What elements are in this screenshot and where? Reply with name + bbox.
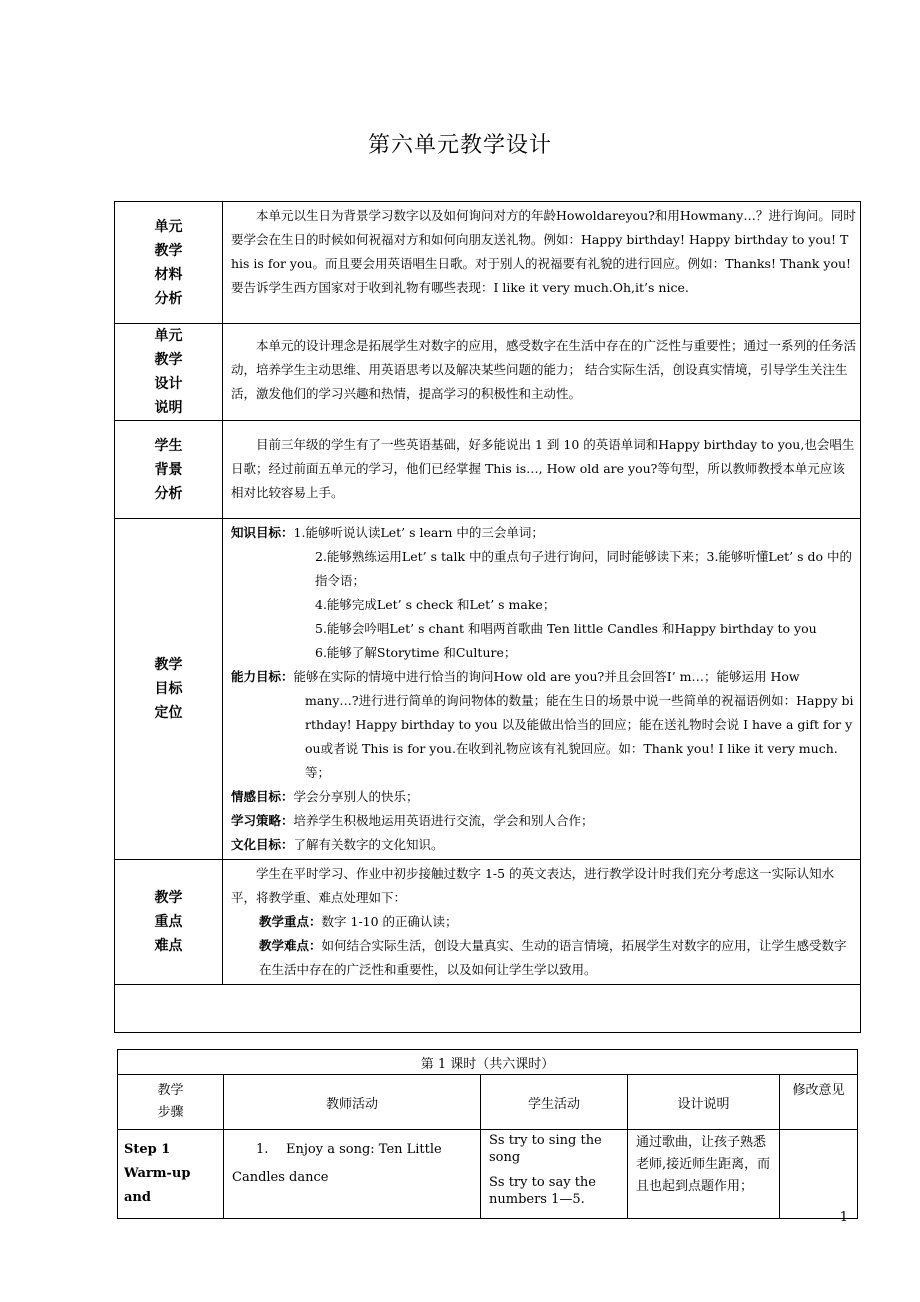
step-name: Step 1 Warm-up and xyxy=(118,1130,224,1219)
section-label-material: 单元 教学 材料 分析 xyxy=(115,202,223,324)
knowledge-goal: 知识目标：1.能够听说认读Let’ s learn 中的三会单词； xyxy=(231,525,544,540)
knowledge-goal-2: 2.能够熟练运用Let’ s talk 中的重点句子进行询问，同时能够读下来；3.能够听懂Let’ s do 中的指令语； xyxy=(315,549,852,588)
section-content-background xyxy=(223,421,861,519)
teacher-activity: 1. Enjoy a song: Ten Little Candles dance xyxy=(224,1130,481,1219)
section-content-design xyxy=(223,324,861,421)
section-row-empty xyxy=(115,985,861,1033)
student-activity: Ss try to sing the song Ss try to say the numbers 1—5. xyxy=(481,1130,628,1219)
knowledge-goal-6: 6.能够了解Storytime 和Culture； xyxy=(315,645,517,660)
section-content-goals xyxy=(223,519,861,860)
emotion-goal: 情感目标：学会分享别人的快乐； xyxy=(231,789,419,804)
design-paragraph: 本单元的设计理念是拓展学生对数字的应用，感受数字在生活中存在的广泛性与重要性；通过一系列的任务活动，培养学生主动思维、用英语思考以及解决某些问题的能力； 结合实际生活，创设真实情境，引导学生关注生活，激发他们的学习兴趣和热情，提高学习的积极性和主动性。 xyxy=(231,338,857,401)
material-paragraph: 本单元以生日为背景学习数字以及如何询问对方的年龄Howoldareyou?和用Howmany…？进行询问。同时要学会在生日的时候如何祝福对方和如何向朋友送礼物。例如：Happy birthday! Happy birthday to you! This is for you。而且要会用英语唱生日歌。对于别人的祝福要有礼貌的进行回应。例如：Thanks! Thank you! xyxy=(231,208,856,271)
section-label-background: 学生 背景 分析 xyxy=(115,421,223,519)
ability-goal: 能力目标：能够在实际的情境中进行恰当的询问How old are you?并且会回答I’ m…；能够运用 How xyxy=(231,669,800,684)
section-label-design: 单元 教学 设计 说明 xyxy=(115,324,223,421)
knowledge-goal-5: 5.能够会吟唱Let’ s chant 和唱两首歌曲 Ten little Candles 和Happy birthday to you xyxy=(315,621,817,636)
section-row-material xyxy=(115,202,861,324)
background-paragraph: 目前三年级的学生有了一些英语基础，好多能说出 1 到 10 的英语单词和Happy birthday to you,也会唱生日歌；经过前面五单元的学习，他们已经掌握 This is…, How old are you?等句型，所以教师教授本单元应该相对比较容易上手。 xyxy=(231,437,855,500)
key-focus: 教学重点：数字 1-10 的正确认读； xyxy=(259,914,458,929)
section-label-goals: 教学 目标 定位 xyxy=(115,519,223,860)
revise-note xyxy=(780,1130,858,1219)
strategy-goal: 学习策略：培养学生积极地运用英语进行交流，学会和别人合作； xyxy=(231,813,594,828)
lesson-step-row xyxy=(118,1130,858,1219)
header-teacher: 教师活动 xyxy=(224,1075,481,1130)
section-row-background xyxy=(115,421,861,519)
material-paragraph-2: 要告诉学生西方国家对于收到礼物有哪些表现：I like it very much.Oh,it’s nice. xyxy=(231,280,689,295)
section-content-material xyxy=(223,202,861,324)
section-content-key-points xyxy=(223,860,861,985)
unit-design-table xyxy=(114,201,861,1033)
section-row-design xyxy=(115,324,861,421)
key-difficulty: 教学难点：如何结合实际生活，创设大量真实、生动的语言情境，拓展学生对数字的应用，让学生感受数字在生活中存在的广泛性和重要性，以及如何让学生学以致用。 xyxy=(259,938,847,977)
page-number: 1 xyxy=(839,1210,848,1225)
section-row-key-points xyxy=(115,860,861,985)
header-revise: 修改意见 xyxy=(780,1075,858,1130)
section-row-goals xyxy=(115,519,861,860)
design-note: 通过歌曲，让孩子熟悉老师,接近师生距离，而且也起到点题作用； xyxy=(628,1130,780,1219)
header-design: 设计说明 xyxy=(628,1075,780,1130)
culture-goal: 文化目标：了解有关数字的文化知识。 xyxy=(231,837,444,852)
lesson-header-row xyxy=(118,1075,858,1130)
lesson-caption-row xyxy=(118,1050,858,1075)
ability-goal-2: many…?进行进行简单的询问物体的数量；能在生日的场景中说一些简单的祝福语例如：Happy birthday! Happy birthday to you 以及能做出恰当的回应；能在送礼物时会说 I have a gift for you或者说 This is for you.在收到礼物应该有礼貌回应。如：Thank you! I like it very much.等； xyxy=(305,693,854,780)
key-intro: 学生在平时学习、作业中初步接触过数字 1-5 的英文表达，进行教学设计时我们充分考虑这一实际认知水平，将教学重、难点处理如下： xyxy=(231,866,835,905)
lesson-caption: 第 1 课时（共六课时） xyxy=(118,1050,858,1075)
knowledge-goal-4: 4.能够完成Let’ s check 和Let’ s make； xyxy=(315,597,556,612)
page-title: 第六单元教学设计 xyxy=(367,133,552,158)
empty-cell xyxy=(115,985,861,1033)
header-step: 教学 步骤 xyxy=(118,1075,224,1130)
header-student: 学生活动 xyxy=(481,1075,628,1130)
section-label-key-points: 教学 重点 难点 xyxy=(115,860,223,985)
lesson-plan-table xyxy=(117,1049,858,1219)
